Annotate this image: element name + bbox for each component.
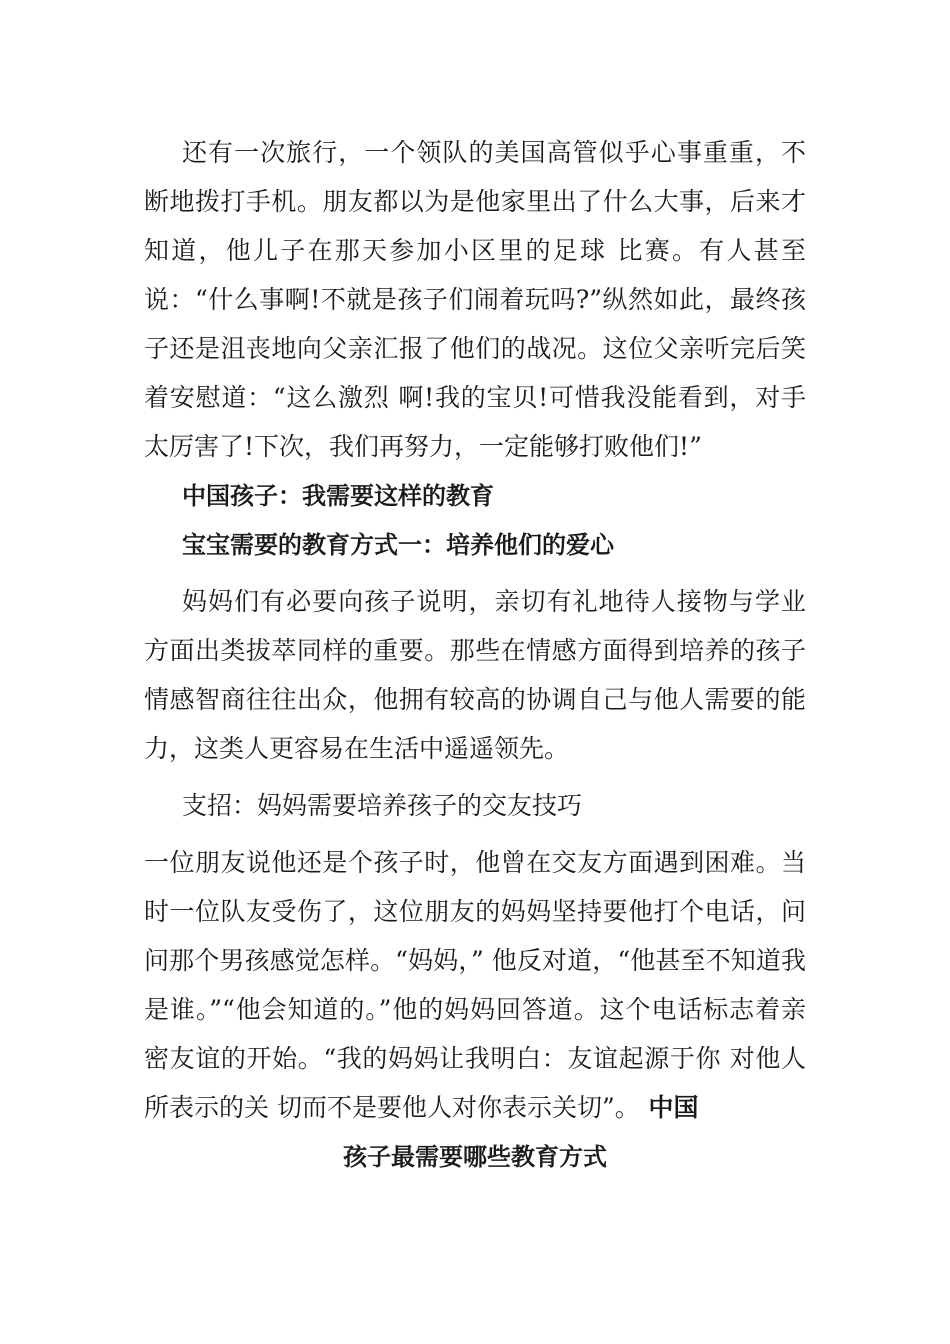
body-paragraph-friendship (144, 838, 806, 1132)
closing-title: 孩子最需要哪些教育方式 (343, 1142, 607, 1171)
section-heading-china-children: 中国孩子：我需要这样的教育 (182, 481, 494, 510)
friendship-text: 一位朋友说他还是个孩子时，他曾在交友方面遇到困难。当时一位队友受伤了，这位朋友的妈妈坚持要他打个电话，问问那个男孩感觉怎样。“妈妈，” 他反对道，“他甚至不知道我是谁。”“他会知道的。”他的妈妈回答道。这个电话标志着亲密友谊的开始。“我的妈妈让我明白：友谊起源于你 对他人所表示的关 切而不是要他人对你表示关切”。 (144, 848, 806, 1122)
document-page (144, 128, 806, 1181)
body-paragraph-love: 妈妈们有必要向孩子说明，亲切有礼地待人接物与学业方面出类拔萃同样的重要。那些在情感方面得到培养的孩子情感智商往往出众，他拥有较高的协调自己与他人需要的能力，这类人更容易在生活中遥遥领先。 (144, 587, 806, 763)
section-heading-method-one: 宝宝需要的教育方式一：培养他们的爱心 (182, 530, 614, 559)
body-paragraph-travel: 还有一次旅行，一个领队的美国高管似乎心事重重，不断地拨打手机。朋友都以为是他家里出了什么大事，后来才知道，他儿子在那天参加小区里的足球 比赛。有人甚至说：“什么事啊!不就是孩子们闹着玩吗?”纵然如此，最终孩子还是沮丧地向父亲汇报了他们的战况。这位父亲听完后笑着安慰道：“这么激烈 啊!我的宝贝!可惜我没能看到，对手太厉害了!下次，我们再努力，一定能够打败他们!” (144, 138, 806, 461)
tip-line: 支招：妈妈需要培养孩子的交友技巧 (182, 791, 583, 820)
friendship-tail-bold: 中国 (639, 1093, 699, 1122)
